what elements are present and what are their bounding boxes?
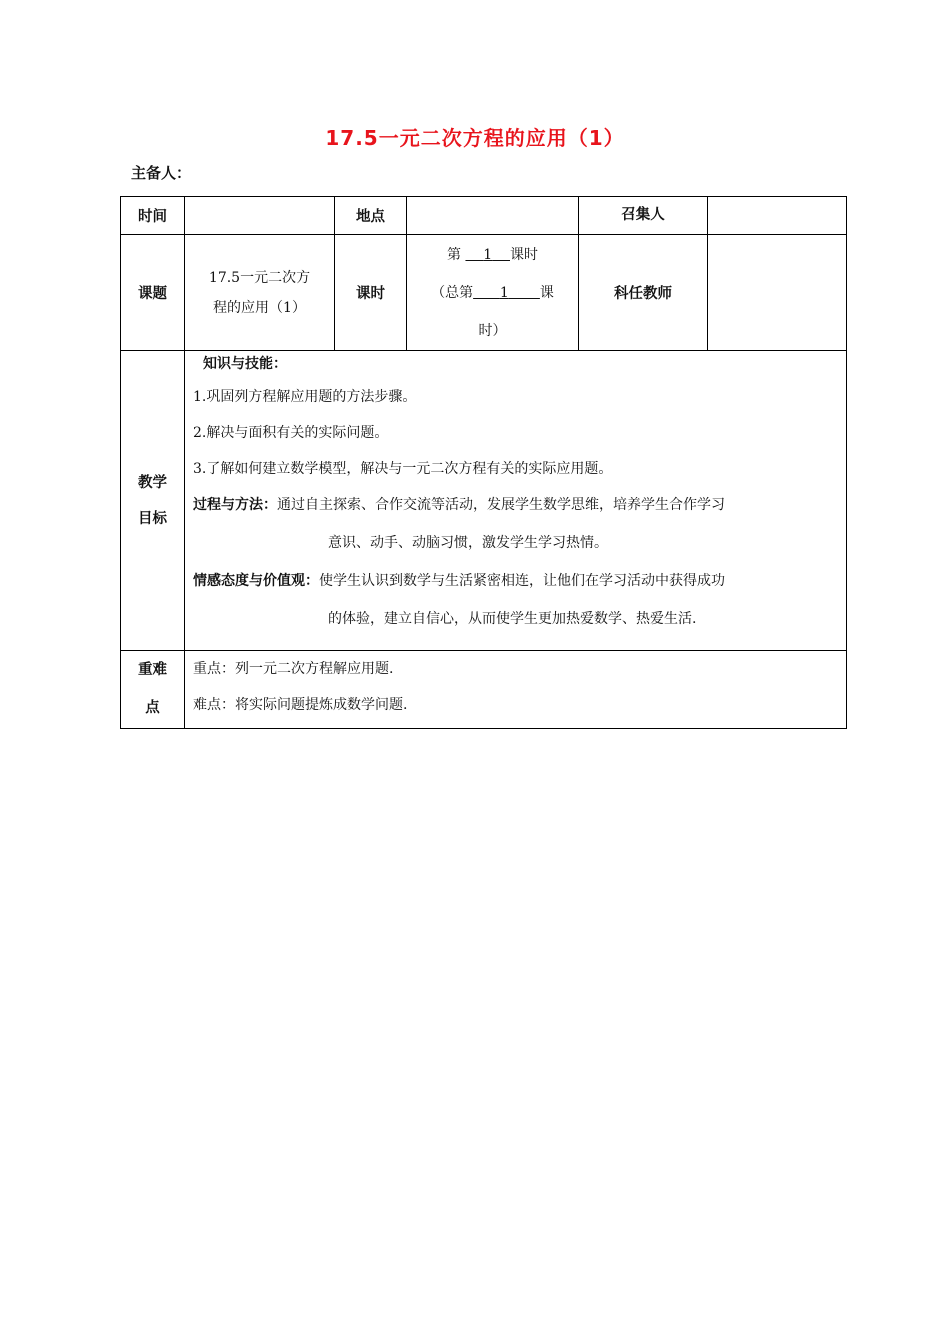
total-line	[407, 274, 578, 312]
total-prefix: （总第	[431, 284, 474, 301]
emotion-text-1: 使学生认识到数学与生活紧密相连，让他们在学习活动中获得成功	[319, 573, 725, 589]
period-value	[407, 235, 579, 351]
place-label: 地点	[335, 197, 407, 235]
document-title: 17.5一元二次方程的应用（1）	[325, 126, 625, 150]
convener-label: 召集人	[579, 197, 708, 235]
teacher-value	[708, 235, 847, 351]
emotion-text-2: 的体验，建立自信心，从而使学生更加热爱数学、热爱生活.	[328, 611, 697, 627]
info-row	[121, 197, 847, 235]
difficult-point: 难点：将实际问题提炼成数学问题.	[193, 697, 408, 713]
topic-line-1: 17.5一元二次方	[208, 269, 311, 286]
period-prefix: 第	[447, 246, 461, 263]
total-end: 时）	[478, 322, 507, 339]
keypoints-content	[185, 651, 847, 729]
topic-label: 课题	[121, 235, 185, 351]
topic-value	[185, 235, 335, 351]
topic-line-2: 程的应用（1）	[213, 299, 306, 316]
total-suffix: 课	[539, 284, 554, 301]
topic-row	[121, 235, 847, 351]
process-text-2: 意识、动手、动脑习惯，激发学生学习热情。	[328, 535, 608, 551]
convener-value	[708, 197, 847, 235]
process-text-1: 通过自主探索、合作交流等活动，发展学生数学思维，培养学生合作学习	[277, 497, 725, 513]
emotion-heading: 情感态度与价值观：	[193, 573, 319, 589]
goal-item-1: 1.巩固列方程解应用题的方法步骤。	[193, 389, 417, 405]
goal-item-2: 2.解决与面积有关的实际问题。	[193, 425, 389, 441]
keypoints-row	[121, 651, 847, 729]
preparer-label: 主备人：	[131, 164, 192, 182]
period-label: 课时	[335, 235, 407, 351]
process-heading: 过程与方法：	[193, 497, 277, 513]
period-number: 1	[483, 246, 493, 263]
process-goal	[193, 487, 838, 523]
time-label: 时间	[121, 197, 185, 235]
emotion-goal	[193, 563, 838, 599]
keypoints-label: 重难 点	[121, 651, 185, 729]
goal-item-3: 3.了解如何建立数学模型，解决与一元二次方程有关的实际应用题。	[193, 461, 613, 477]
lesson-plan-table	[120, 196, 847, 729]
teacher-label: 科任教师	[579, 235, 708, 351]
goals-row	[121, 351, 847, 651]
knowledge-heading: 知识与技能：	[203, 356, 287, 372]
total-number: 1	[499, 284, 509, 301]
period-line	[407, 236, 578, 274]
key-point: 重点：列一元二次方程解应用题.	[193, 661, 394, 677]
time-value	[185, 197, 335, 235]
place-value	[407, 197, 579, 235]
goals-content	[185, 351, 847, 651]
goals-label: 教学 目标	[121, 351, 185, 651]
period-suffix: 课时	[510, 246, 538, 263]
